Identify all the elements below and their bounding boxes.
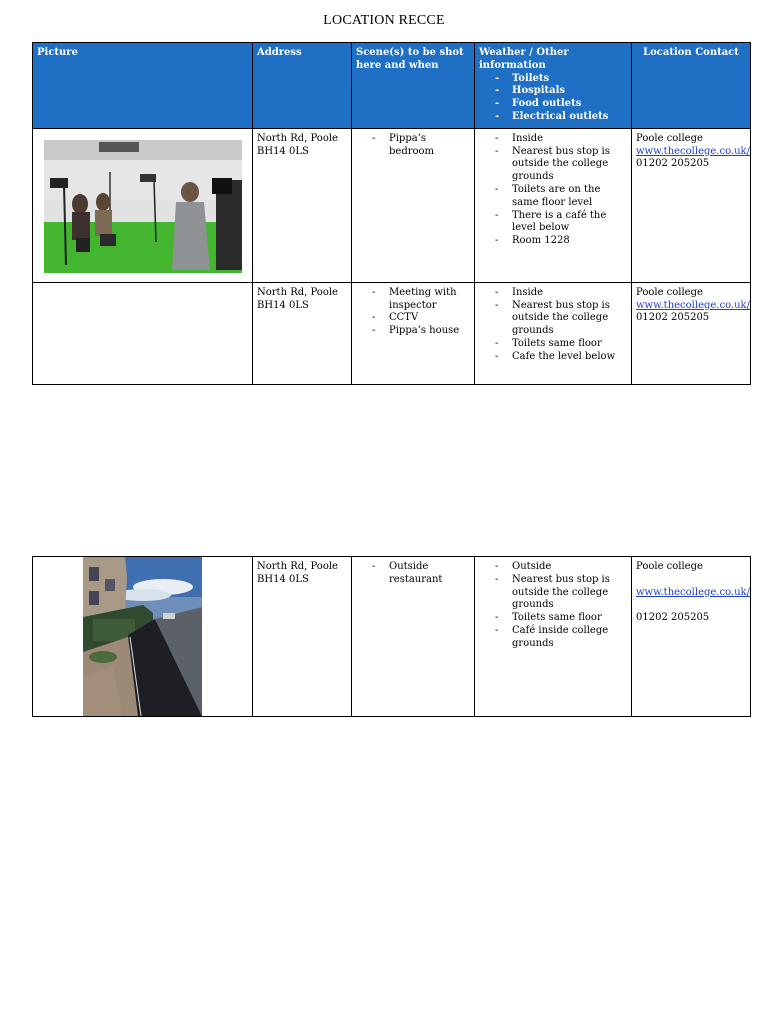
header-weather-item: - Hospitals xyxy=(479,85,627,98)
contact-name: Poole college xyxy=(636,286,703,298)
contact-cell xyxy=(632,128,751,282)
header-picture: Picture xyxy=(33,43,253,129)
info-cell xyxy=(475,128,632,282)
postcode: BH14 0LS xyxy=(257,573,309,585)
scenes-cell xyxy=(352,282,475,384)
contact-name: Poole college xyxy=(636,561,703,572)
scenes-list xyxy=(356,287,470,338)
address-cell xyxy=(253,128,352,282)
green-screen-studio-photo xyxy=(44,140,242,273)
table-row xyxy=(33,557,751,717)
info-item: - Café inside college grounds xyxy=(479,625,627,651)
address-line: North Rd, Poole xyxy=(257,561,338,572)
contact-cell xyxy=(632,282,751,384)
contact-name: Poole college xyxy=(636,132,703,144)
header-contact: Location Contact xyxy=(632,43,751,129)
header-scenes: Scene(s) to be shot here and when xyxy=(352,43,475,129)
contact-cell xyxy=(632,557,751,717)
info-item: - Toilets same floor xyxy=(479,612,627,625)
info-cell xyxy=(475,557,632,717)
header-weather-item: - Toilets xyxy=(479,73,627,86)
info-item: - Nearest bus stop is outside the college grounds xyxy=(479,300,627,338)
contact-phone: 01202 205205 xyxy=(636,612,710,624)
table-row xyxy=(33,128,751,282)
address-line: North Rd, Poole xyxy=(257,286,338,298)
page-title: LOCATION RECCE xyxy=(323,13,445,28)
info-item: - There is a café the level below xyxy=(479,210,627,236)
info-list xyxy=(479,561,627,651)
picture-cell xyxy=(33,128,253,282)
info-item: - Toilets are on the same floor level xyxy=(479,184,627,210)
info-item: - Inside xyxy=(479,287,627,300)
info-item: - Room 1228 xyxy=(479,235,627,248)
address-cell xyxy=(253,282,352,384)
info-item: - Nearest bus stop is outside the college grounds xyxy=(479,574,627,612)
contact-phone: 01202 205205 xyxy=(636,158,710,170)
header-address: Address xyxy=(253,43,352,129)
scene-item: - Meeting with inspector xyxy=(356,287,470,313)
scene-item: - Pippa’s bedroom xyxy=(356,133,470,159)
header-weather-label: Weather / Other information xyxy=(479,47,569,71)
header-weather-list xyxy=(479,73,627,124)
table-row xyxy=(33,282,751,384)
contact-link[interactable]: www.thecollege.co.uk/ xyxy=(636,586,750,598)
contact-link[interactable]: www.thecollege.co.uk/ xyxy=(636,145,750,157)
location-table xyxy=(32,42,751,385)
scenes-list xyxy=(356,561,470,587)
header-row xyxy=(33,43,751,129)
address-line: North Rd, Poole xyxy=(257,132,338,144)
header-weather-item: - Food outlets xyxy=(479,98,627,111)
info-list xyxy=(479,133,627,248)
info-item: - Nearest bus stop is outside the college grounds xyxy=(479,146,627,184)
info-cell xyxy=(475,282,632,384)
scene-item: - Pippa’s house xyxy=(356,325,470,338)
scenes-list xyxy=(356,133,470,159)
address-cell xyxy=(253,557,352,717)
info-item: - Inside xyxy=(479,133,627,146)
info-item: - Cafe the level below xyxy=(479,351,627,364)
contact-phone: 01202 205205 xyxy=(636,312,710,324)
info-item: - Toilets same floor xyxy=(479,338,627,351)
location-table xyxy=(32,556,751,717)
picture-cell xyxy=(33,282,253,384)
info-list xyxy=(479,287,627,364)
contact-link[interactable]: www.thecollege.co.uk/ xyxy=(636,299,750,311)
header-weather xyxy=(475,43,632,129)
header-weather-item: - Electrical outlets xyxy=(479,111,627,124)
postcode: BH14 0LS xyxy=(257,299,309,311)
spacer xyxy=(636,599,746,612)
scenes-cell xyxy=(352,557,475,717)
scene-item: - CCTV xyxy=(356,312,470,325)
picture-cell xyxy=(33,557,253,717)
postcode: BH14 0LS xyxy=(257,145,309,157)
spacer xyxy=(636,574,746,587)
scenes-cell xyxy=(352,128,475,282)
info-item: - Outside xyxy=(479,561,627,574)
street-pavement-photo xyxy=(83,557,202,716)
scene-item: - Outside restaurant xyxy=(356,561,470,587)
